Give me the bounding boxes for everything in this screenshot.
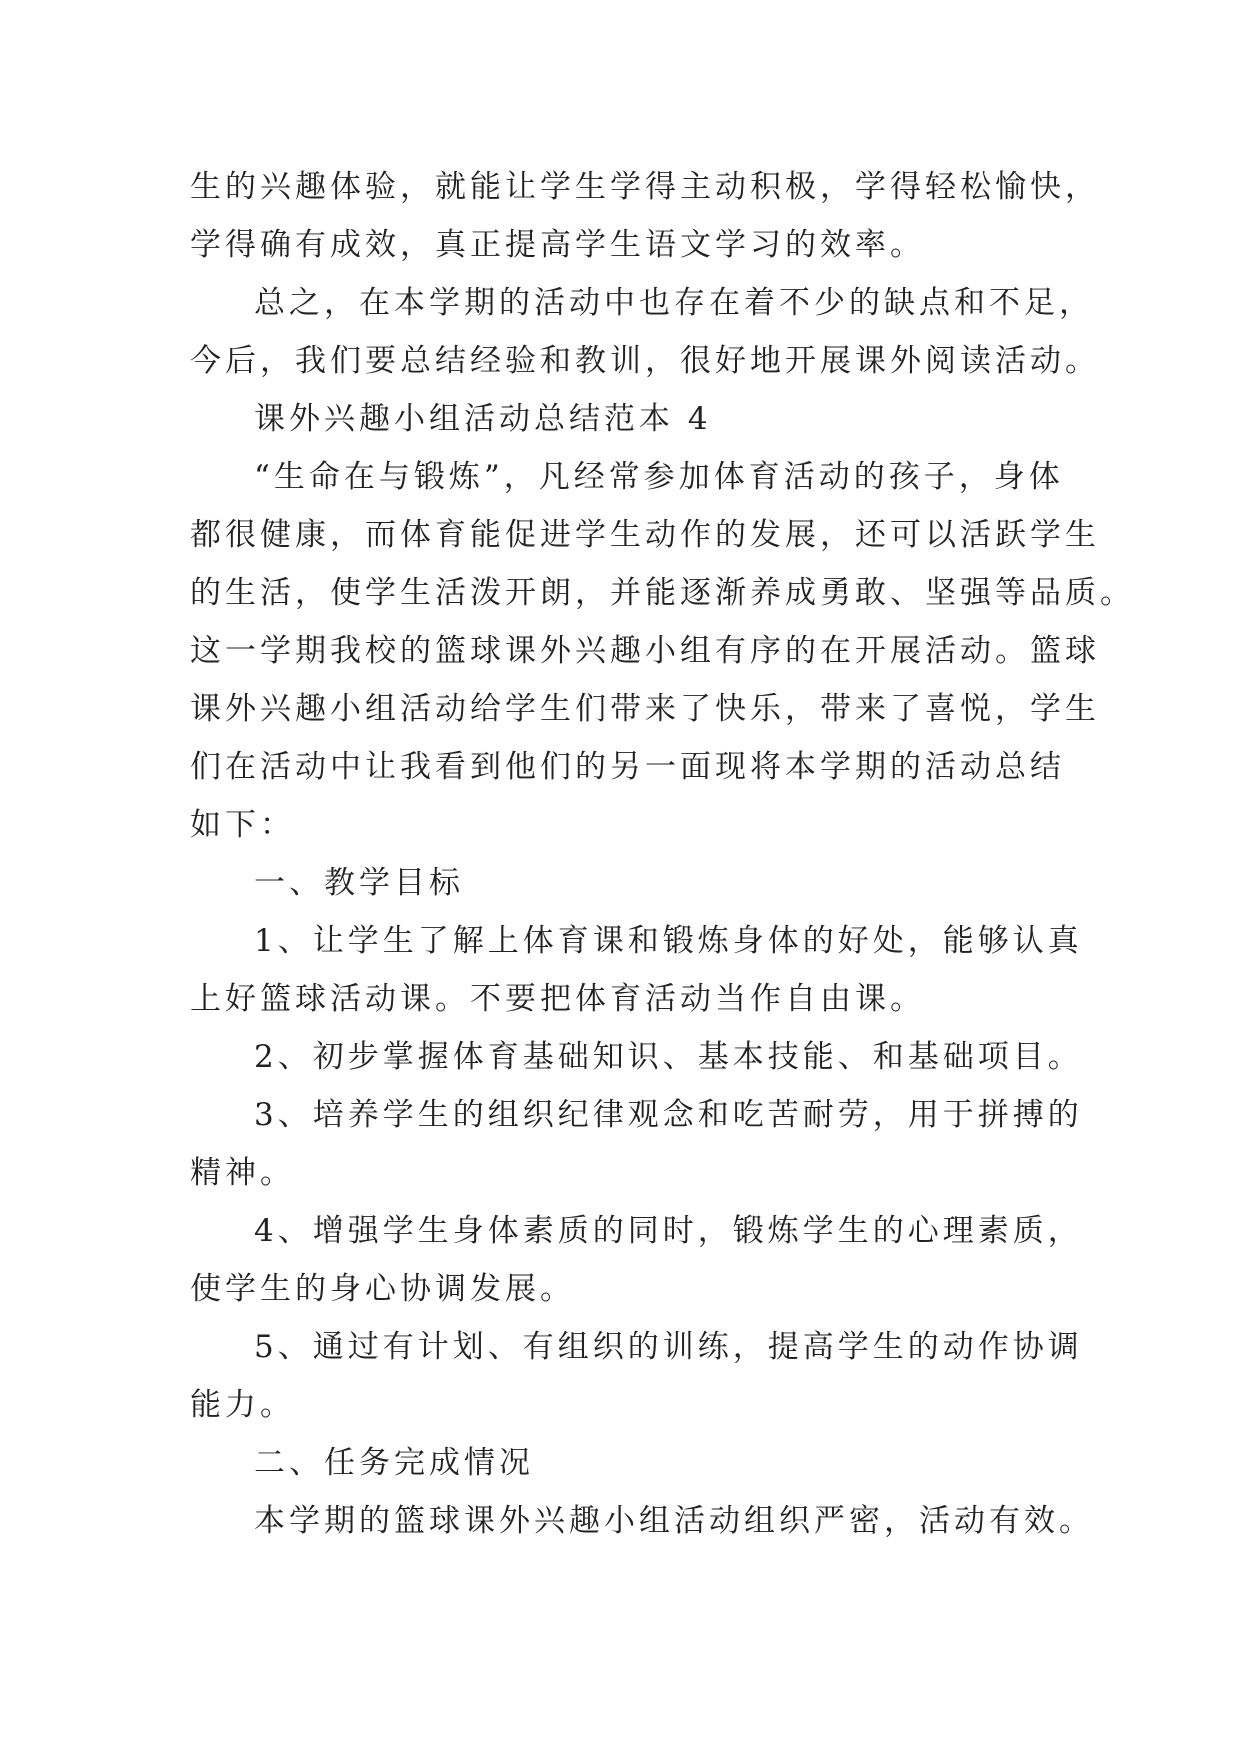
text-line: 本学期的篮球课外兴趣小组活动组织严密，活动有效。 (254, 1503, 1094, 1539)
text-line: 2、初步掌握体育基础知识、基本技能、和基础项目。 (254, 1039, 1083, 1075)
text-line: 如下： (190, 807, 295, 843)
text-line: 3、培养学生的组织纪律观念和吃苦耐劳，用于拼搏的 (254, 1097, 1083, 1133)
text-line: 今后，我们要总结经验和教训，很好地开展课外阅读活动。 (190, 343, 1100, 379)
text-line: “生命在与锻炼”，凡经常参加体育活动的孩子，身体 (254, 459, 1064, 495)
text-line: 生的兴趣体验，就能让学生学得主动积极，学得轻松愉快， (190, 169, 1100, 205)
text-line: 一、教学目标 (254, 865, 464, 901)
text-line: 1、让学生了解上体育课和锻炼身体的好处，能够认真 (254, 923, 1083, 959)
text-line: 都很健康，而体育能促进学生动作的发展，还可以活跃学生 (190, 517, 1100, 553)
text-line: 们在活动中让我看到他们的另一面现将本学期的活动总结 (190, 749, 1065, 785)
text-line: 的生活，使学生活泼开朗，并能逐渐养成勇敢、坚强等品质。 (190, 575, 1135, 611)
text-line: 这一学期我校的篮球课外兴趣小组有序的在开展活动。篮球 (190, 633, 1100, 669)
text-line: 总之，在本学期的活动中也存在着不少的缺点和不足， (254, 285, 1094, 321)
text-line: 精神。 (190, 1155, 295, 1191)
text-line: 课外兴趣小组活动总结范本 4 (254, 401, 712, 437)
text-line: 上好篮球活动课。不要把体育活动当作自由课。 (190, 981, 925, 1017)
text-line: 能力。 (190, 1387, 295, 1423)
text-line: 学得确有成效，真正提高学生语文学习的效率。 (190, 227, 925, 263)
document-body (190, 158, 1135, 1550)
text-line: 4、增强学生身体素质的同时，锻炼学生的心理素质， (254, 1213, 1083, 1249)
text-line: 二、任务完成情况 (254, 1445, 534, 1481)
text-line: 5、通过有计划、有组织的训练，提高学生的动作协调 (254, 1329, 1083, 1365)
text-line: 使学生的身心协调发展。 (190, 1271, 575, 1307)
text-line: 课外兴趣小组活动给学生们带来了快乐，带来了喜悦，学生 (190, 691, 1100, 727)
